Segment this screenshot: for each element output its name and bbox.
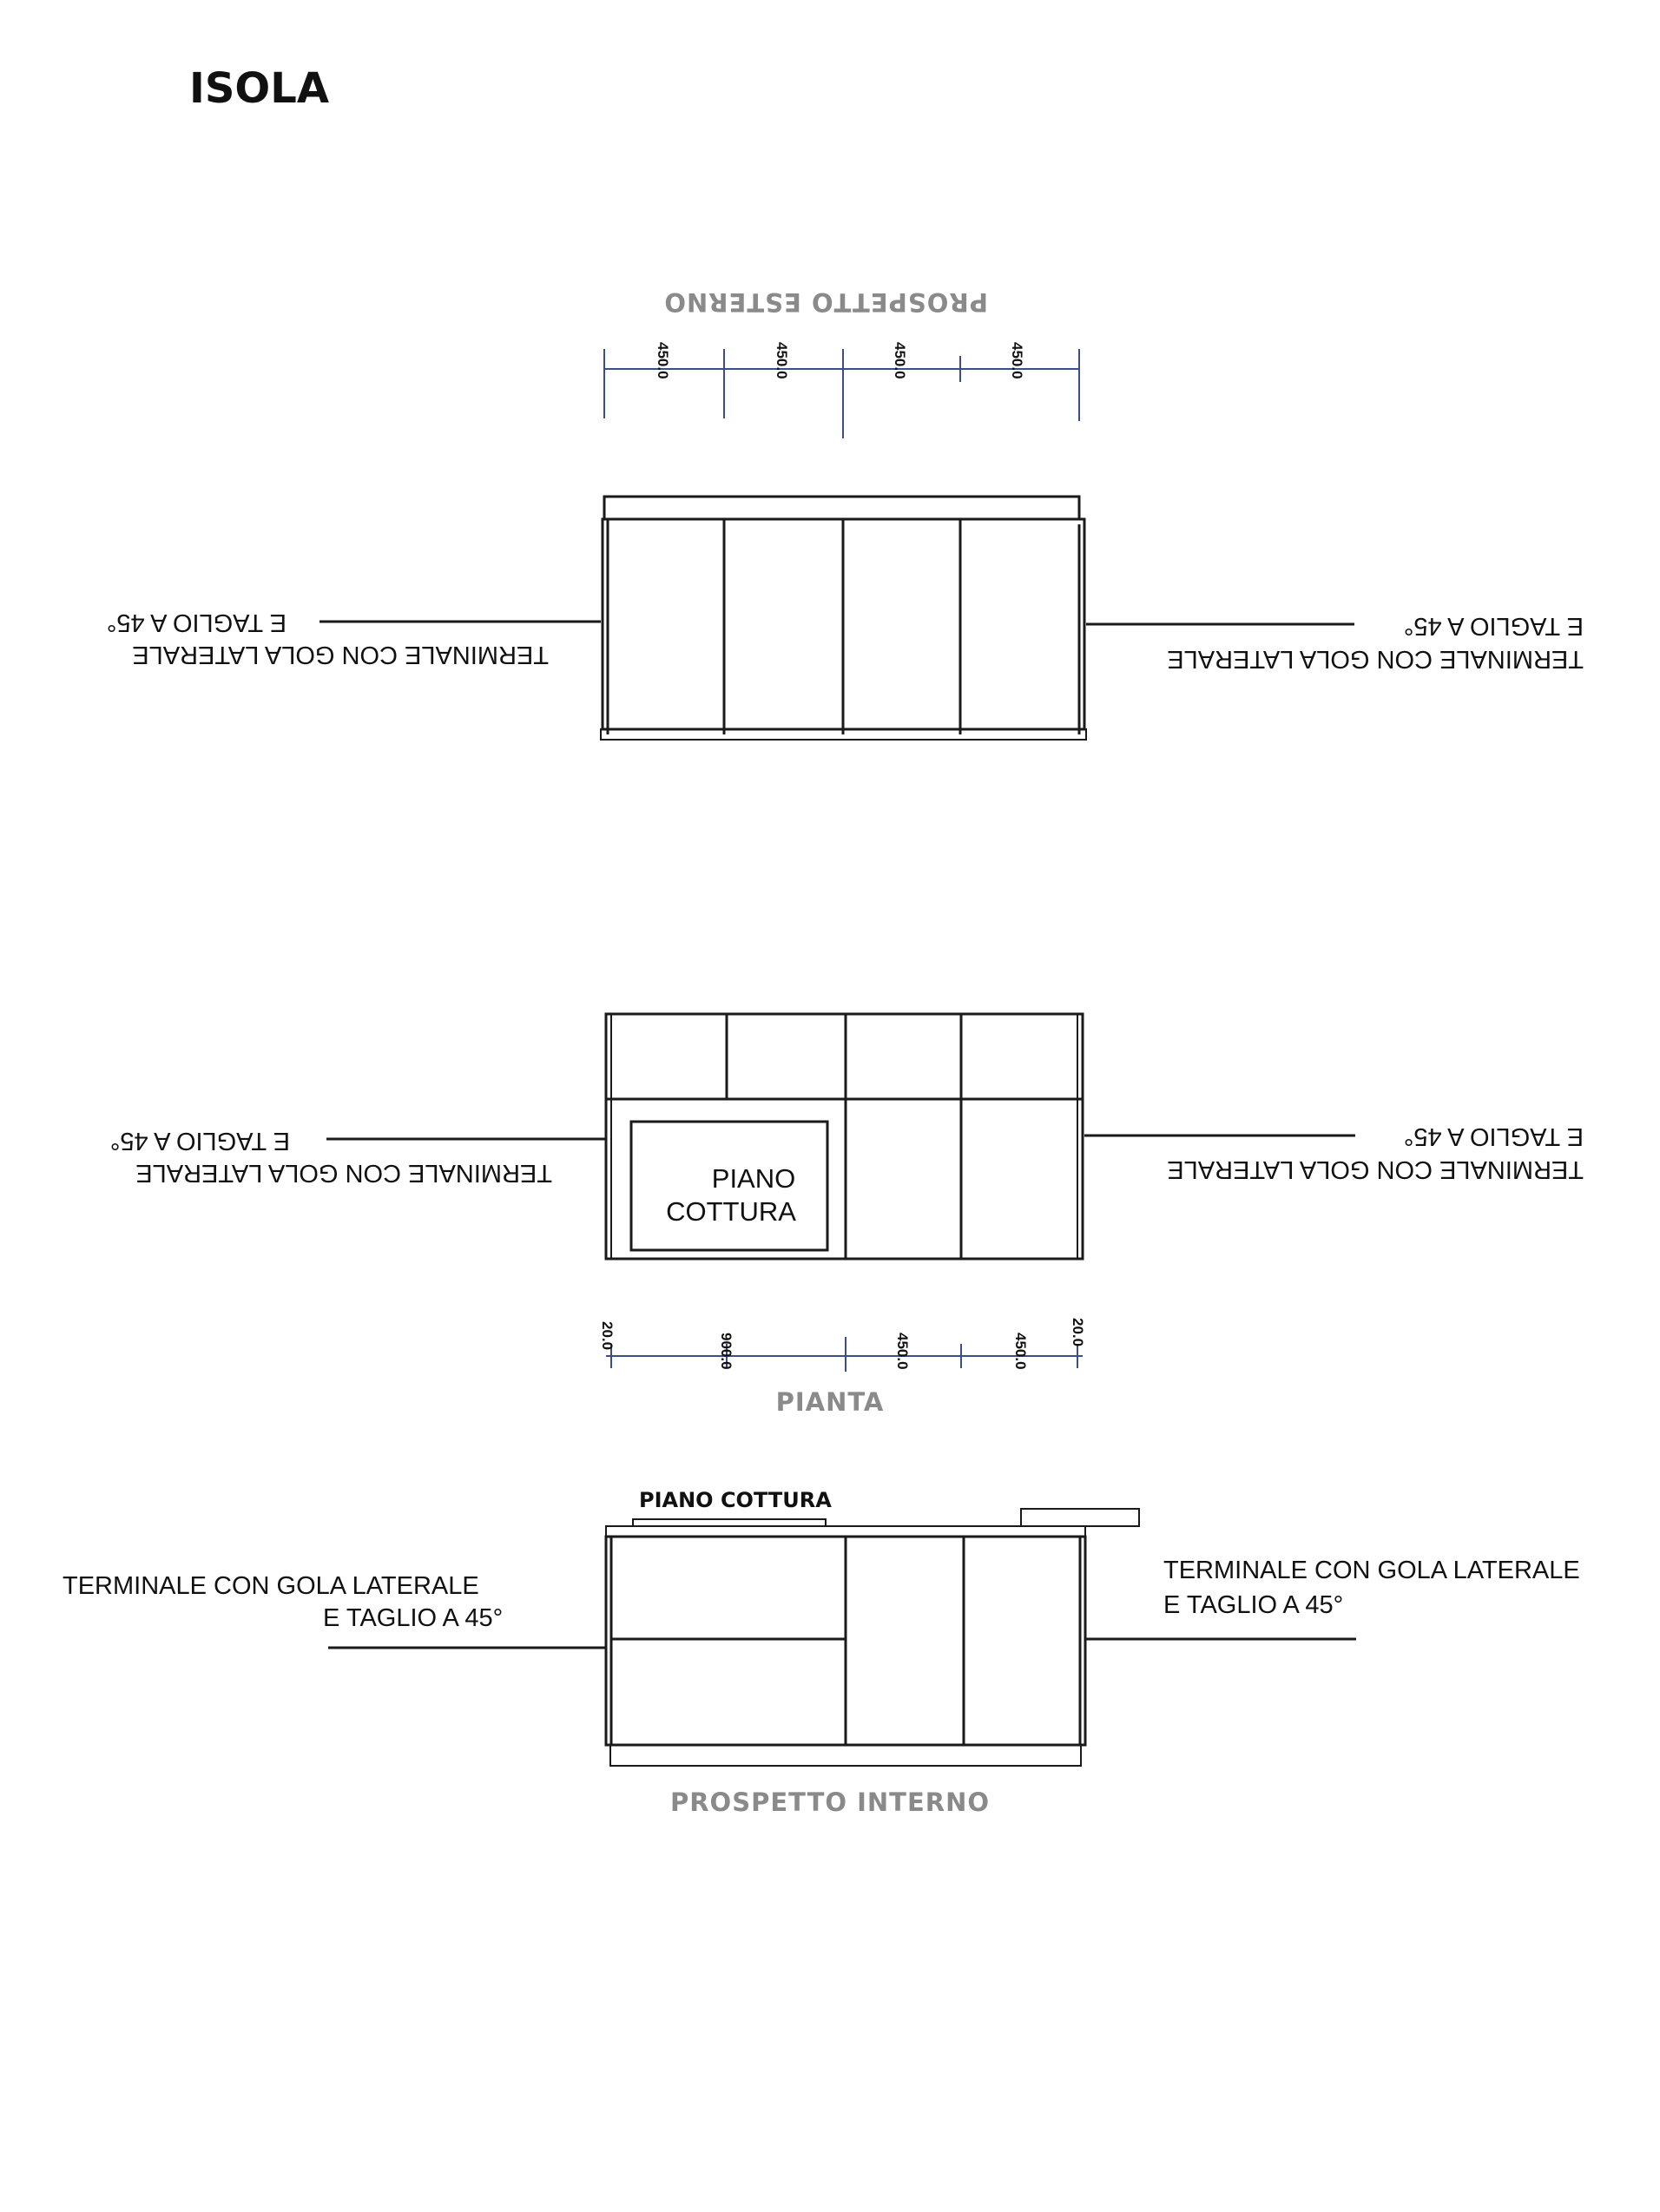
dimension-label: 900.0 xyxy=(718,1333,734,1370)
hob-label-line2: COTTURA xyxy=(666,1196,796,1227)
note-right-line2: E TAGLIO A 45° xyxy=(1403,1122,1584,1150)
prospetto-interno-label: PROSPETTO INTERNO xyxy=(669,1787,991,1817)
prospetto-esterno-cabinet xyxy=(601,497,1086,740)
note-right-line1: TERMINALE CON GOLA LATERALE xyxy=(1167,645,1584,673)
countertop xyxy=(606,1526,1085,1537)
prospetto-interno-view xyxy=(63,1488,1580,1817)
prospetto-interno-cabinet xyxy=(606,1509,1139,1766)
hob-profile xyxy=(633,1519,826,1526)
note-right-line1: TERMINALE CON GOLA LATERALE xyxy=(1167,1155,1584,1183)
pianta-view xyxy=(110,1014,1584,1417)
hob-label: PIANO COTTURA xyxy=(639,1488,832,1512)
pianta-dimensions xyxy=(599,1318,1086,1372)
pianta-label: PIANTA xyxy=(775,1387,885,1417)
hob-label-line1: PIANO xyxy=(711,1163,796,1194)
prospetto-esterno-dimensions xyxy=(604,342,1079,438)
note-left-line2: E TAGLIO A 45° xyxy=(323,1604,504,1632)
page-title: ISOLA xyxy=(189,64,329,113)
dimension-label: 450.0 xyxy=(892,342,908,379)
note-left-line1: TERMINALE CON GOLA LATERALE xyxy=(63,1572,479,1600)
dimension-label: 20.0 xyxy=(1070,1318,1086,1347)
dimension-label: 450.0 xyxy=(1012,1333,1029,1370)
note-left-line2: E TAGLIO A 45° xyxy=(106,609,287,636)
dimension-label: 450.0 xyxy=(1009,342,1025,379)
note-right-line2: E TAGLIO A 45° xyxy=(1403,612,1584,640)
prospetto-esterno-view xyxy=(107,287,1584,740)
dimension-label: 20.0 xyxy=(599,1321,616,1351)
prospetto-esterno-label: PROSPETTO ESTERNO xyxy=(663,287,988,317)
plinth xyxy=(610,1745,1081,1766)
pianta-cabinet xyxy=(606,1014,1083,1259)
countertop xyxy=(604,497,1079,519)
countertop-overhang xyxy=(1021,1509,1139,1526)
note-right-line1: TERMINALE CON GOLA LATERALE xyxy=(1163,1557,1580,1584)
note-left-line2: E TAGLIO A 45° xyxy=(109,1127,290,1155)
note-left-line1: TERMINALE CON GOLA LATERALE xyxy=(132,641,549,668)
dimension-label: 450.0 xyxy=(655,342,671,379)
note-left-line1: TERMINALE CON GOLA LATERALE xyxy=(135,1159,552,1187)
dimension-label: 450.0 xyxy=(894,1333,911,1370)
note-right-line2: E TAGLIO A 45° xyxy=(1163,1591,1344,1619)
dimension-label: 450.0 xyxy=(774,342,790,379)
